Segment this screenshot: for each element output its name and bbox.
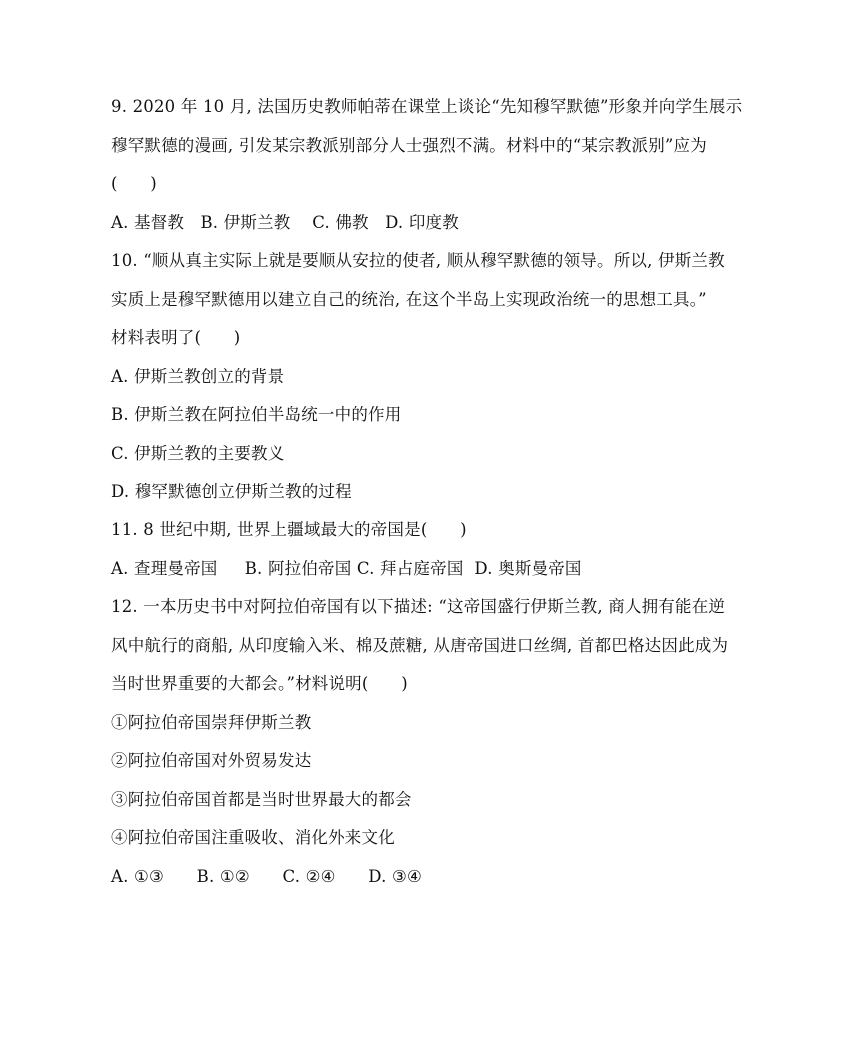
q12-statement-3: ③阿拉伯帝国首都是当时世界最大的都会 (111, 790, 412, 809)
q9-stem-line-2: 穆罕默德的漫画, 引发某宗教派别部分人士强烈不满。材料中的“某宗教派别”应为 (111, 136, 707, 155)
q12-statement-2: ②阿拉伯帝国对外贸易发达 (111, 751, 312, 770)
q11-stem: 11. 8 世纪中期, 世界上疆域最大的帝国是( ) (111, 520, 467, 539)
q11-options: A. 查理曼帝国 B. 阿拉伯帝国 C. 拜占庭帝国 D. 奥斯曼帝国 (111, 559, 582, 578)
q10-stem-line-1: 10. “顺从真主实际上就是要顺从安拉的使者, 顺从穆罕默德的领导。所以, 伊斯兰教 (111, 251, 725, 270)
q12-stem-line-1: 12. 一本历史书中对阿拉伯帝国有以下描述: “这帝国盛行伊斯兰教, 商人拥有能在逆 (111, 597, 726, 616)
q12-options: A. ①③ B. ①② C. ②④ D. ③④ (111, 867, 423, 886)
q10-option-c: C. 伊斯兰教的主要教义 (111, 444, 285, 463)
q12-stem-line-2: 风中航行的商船, 从印度输入米、棉及蔗糖, 从唐帝国进口丝绸, 首都巴格达因此成为 (111, 636, 729, 655)
q9-options: A. 基督教 B. 伊斯兰教 C. 佛教 D. 印度教 (111, 213, 459, 232)
q10-stem-line-3: 材料表明了( ) (111, 328, 241, 347)
q10-option-d: D. 穆罕默德创立伊斯兰教的过程 (111, 482, 352, 501)
q12-stem-line-3: 当时世界重要的大都会。”材料说明( ) (111, 674, 408, 693)
q9-stem-line-1: 9. 2020 年 10 月, 法国历史教师帕蒂在课堂上谈论“先知穆罕默德”形象并向学生展示 (111, 97, 743, 116)
q10-stem-line-2: 实质上是穆罕默德用以建立自己的统治, 在这个半岛上实现政治统一的思想工具。” (111, 290, 707, 309)
q9-answer-blank: ( ) (111, 174, 157, 193)
q10-option-a: A. 伊斯兰教创立的背景 (111, 367, 285, 386)
q10-option-b: B. 伊斯兰教在阿拉伯半岛统一中的作用 (111, 405, 402, 424)
q12-statement-4: ④阿拉伯帝国注重吸收、消化外来文化 (111, 828, 395, 847)
q12-statement-1: ①阿拉伯帝国崇拜伊斯兰教 (111, 713, 312, 732)
